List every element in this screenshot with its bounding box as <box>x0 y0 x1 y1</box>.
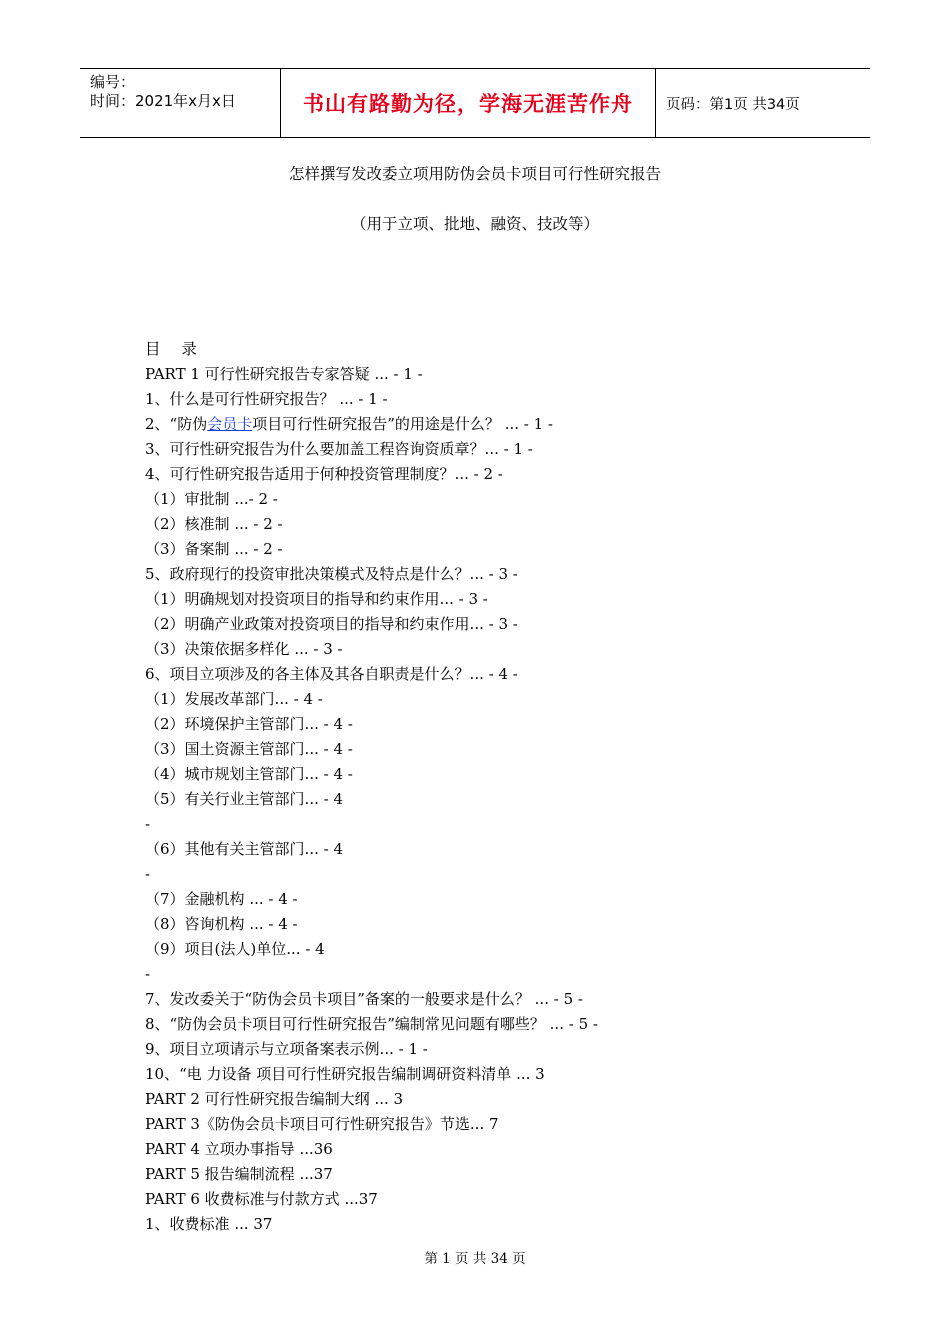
page-header <box>80 68 870 138</box>
toc-entry-page: - 1 - <box>393 1040 428 1058</box>
toc-entry-text: （7）金融机构 <box>145 890 250 908</box>
toc-entry-leader: ... <box>439 590 454 608</box>
toc-entry-page: - 1 - <box>519 415 553 433</box>
toc-entry-text: 10、“电 力设备 项目可行性研究报告编制调研资料清单 <box>145 1065 517 1083</box>
toc-entry-text: （2）环境保护主管部门 <box>145 715 305 733</box>
toc-entry-leader: ... <box>549 1015 564 1033</box>
toc-entry-page: - 5 - <box>563 1015 598 1033</box>
toc-entry-leader: ... <box>286 940 301 958</box>
toc-heading: 目 录 <box>145 340 205 358</box>
toc-entry-leader: ... <box>516 1065 531 1083</box>
toc-entry-page: 3 <box>530 1065 545 1083</box>
toc-entry[interactable] <box>145 487 845 512</box>
toc-entry[interactable] <box>145 612 845 637</box>
toc-entry-page: 3 <box>388 1090 404 1108</box>
toc-entry-page: - 4 <box>300 940 325 958</box>
header-motto-cell <box>280 69 656 137</box>
toc-entry-text: （9）项目(法人)单位 <box>145 940 287 958</box>
toc-entry-text: 9、项目立项请示与立项备案表示例 <box>145 1040 380 1058</box>
toc-entry-page: 37 <box>313 1165 333 1183</box>
toc-entry-leader: ... <box>339 390 354 408</box>
toc-entry-page: 37 <box>358 1190 378 1208</box>
toc-entry[interactable] <box>145 562 845 587</box>
toc-entry[interactable] <box>145 412 845 437</box>
toc-entry-leader: ... <box>249 890 264 908</box>
toc-entry-page: - 2 - <box>248 540 283 558</box>
document-title: 怎样撰写发改委立项用防伪会员卡项目可行性研究报告 <box>288 165 661 183</box>
toc-entry-leader: ... <box>299 1165 314 1183</box>
toc-entry-leader: ... <box>234 490 249 508</box>
toc-entry-text: PART 3《防伪会员卡项目可行性研究报告》节选 <box>145 1115 470 1133</box>
toc-entry-leader: ... <box>454 465 469 483</box>
toc-entry-text: （1）明确规划对投资项目的指导和约束作用 <box>145 590 440 608</box>
toc-entry-text: （8）咨询机构 <box>145 915 250 933</box>
header-left-cell <box>80 69 280 141</box>
toc-entry[interactable] <box>145 662 845 687</box>
toc-entry-text: 2、“防伪 <box>145 415 208 433</box>
toc-entry-text: （1）审批制 <box>145 490 235 508</box>
toc-entry-leader: ... <box>469 665 484 683</box>
toc-entry-leader: ... <box>374 1090 389 1108</box>
toc-entry-page: - 2 - <box>248 490 278 508</box>
toc-entry-page: - 1 - <box>388 365 423 383</box>
toc-entry[interactable] <box>145 537 845 562</box>
toc-entry[interactable] <box>145 837 845 862</box>
toc-entry-page: - 3 - <box>308 640 343 658</box>
toc-entry-leader: ... <box>344 1190 359 1208</box>
toc-entry-page: - 4 <box>318 840 344 858</box>
toc-entry-leader: ... <box>234 515 249 533</box>
toc-entry-text: （5）有关行业主管部门 <box>145 790 305 808</box>
toc-entry-leader: ... <box>304 740 319 758</box>
toc-entry[interactable] <box>145 437 845 462</box>
toc-entry-text: （2）核准制 <box>145 515 235 533</box>
number-label: 编号： <box>90 73 136 91</box>
time-label: 时间：2021年x月x日 <box>90 92 236 110</box>
motto-text: 书山有路勤为径，学海无涯苦作舟 <box>303 92 633 116</box>
toc-entry[interactable] <box>145 1012 845 1037</box>
toc-entry-text: PART 2 可行性研究报告编制大纲 <box>145 1090 375 1108</box>
toc-entry-text: 6、项目立项涉及的各主体及其各自职责是什么？ <box>145 665 470 683</box>
toc-entry-text: （3）国土资源主管部门 <box>145 740 305 758</box>
toc-entry[interactable] <box>145 1162 845 1187</box>
toc-entry-leader: ... <box>469 615 484 633</box>
toc-entry[interactable] <box>145 1087 845 1112</box>
toc-entry-page-wrap: - <box>145 815 151 833</box>
page-info: 页码：第1页 共34页 <box>666 96 800 113</box>
toc-entry-text: 8、“防伪会员卡项目可行性研究报告”编制常见问题有哪些？ <box>145 1015 550 1033</box>
toc-entry[interactable] <box>145 637 845 662</box>
toc-entry-text: （4）城市规划主管部门 <box>145 765 305 783</box>
toc-entry-leader: ... <box>274 690 289 708</box>
toc-entry[interactable] <box>145 712 845 737</box>
toc-entry-page-wrap: - <box>145 865 151 883</box>
toc-entry[interactable] <box>145 512 845 537</box>
toc-entry-page: 7 <box>484 1115 499 1133</box>
toc-entry-text: （3）备案制 <box>145 540 235 558</box>
toc-entry-page: - 4 - <box>263 915 298 933</box>
toc-entry-leader: ... <box>304 790 319 808</box>
toc-entry-page: - 2 - <box>468 465 503 483</box>
toc-entry[interactable] <box>145 937 845 962</box>
toc-entry-text: （6）其他有关主管部门 <box>145 840 305 858</box>
toc-entry[interactable] <box>145 1137 845 1162</box>
page-footer: 第 1 页 共 34 页 <box>424 1251 526 1267</box>
toc-entry-text: 1、什么是可行性研究报告？ <box>145 390 340 408</box>
toc-entry[interactable] <box>145 1187 845 1212</box>
toc-entry-page: - 3 - <box>483 565 518 583</box>
toc-entry-leader: ... <box>234 540 249 558</box>
toc-entry-page: 37 <box>248 1215 273 1233</box>
toc-entry-text: 5、政府现行的投资审批决策模式及特点是什么？ <box>145 565 470 583</box>
toc-entry-text: （3）决策依据多样化 <box>145 640 295 658</box>
toc-entry-leader: ... <box>299 1140 314 1158</box>
toc-entry-link[interactable]: 会员卡 <box>207 415 253 433</box>
toc-entry[interactable] <box>145 687 845 712</box>
toc-entry-leader: ... <box>294 640 309 658</box>
toc-entry-page: - 4 - <box>483 665 518 683</box>
toc-entry-page: - 4 - <box>318 765 353 783</box>
table-of-contents <box>145 337 845 1237</box>
toc-entry-page-wrap: - <box>145 965 151 983</box>
toc-entry-leader: ... <box>504 415 519 433</box>
toc-entry-leader: ... <box>304 765 319 783</box>
toc-entry[interactable] <box>145 587 845 612</box>
toc-entry-leader: ... <box>304 840 319 858</box>
toc-entry-leader: ... <box>469 1115 485 1133</box>
toc-entry-page: - 5 - <box>548 990 583 1008</box>
toc-entry-leader: ... <box>484 440 499 458</box>
toc-entry-page: - 4 - <box>263 890 298 908</box>
header-page-cell <box>656 69 880 137</box>
toc-entry-leader: ... <box>379 1040 394 1058</box>
toc-entry-text: 4、可行性研究报告适用于何种投资管理制度？ <box>145 465 455 483</box>
toc-entry[interactable] <box>145 1037 845 1062</box>
toc-entry-page: - 4 - <box>288 690 323 708</box>
toc-entry[interactable] <box>145 912 845 937</box>
toc-entry-leader: ... <box>249 915 264 933</box>
toc-entry-page: - 1 - <box>353 390 388 408</box>
toc-entry-page: - 4 - <box>318 740 353 758</box>
toc-entry-page: 36 <box>313 1140 333 1158</box>
toc-list <box>145 362 845 1237</box>
toc-entry-page: - 1 - <box>498 440 533 458</box>
toc-entry[interactable] <box>145 887 845 912</box>
toc-entry[interactable] <box>145 1112 845 1137</box>
toc-entry-page: - 3 - <box>483 615 518 633</box>
toc-entry[interactable] <box>145 387 845 412</box>
toc-entry-page: - 4 - <box>318 715 353 733</box>
toc-entry-leader: ... <box>304 715 319 733</box>
toc-entry[interactable] <box>145 1212 845 1237</box>
toc-entry-leader: ... <box>469 565 484 583</box>
toc-entry-text: PART 5 报告编制流程 <box>145 1165 300 1183</box>
toc-entry-text: PART 6 收费标准与付款方式 <box>145 1190 345 1208</box>
toc-entry-text-cont: 项目可行性研究报告”的用途是什么？ <box>252 415 505 433</box>
toc-entry[interactable] <box>145 762 845 787</box>
toc-entry-leader: ... <box>374 365 389 383</box>
toc-entry-text: PART 1 可行性研究报告专家答疑 <box>145 365 375 383</box>
toc-entry-leader: ... <box>534 990 549 1008</box>
toc-entry-page: - 3 - <box>453 590 488 608</box>
toc-entry-text: PART 4 立项办事指导 <box>145 1140 300 1158</box>
toc-entry-leader: ... <box>234 1215 249 1233</box>
toc-entry-text: 1、收费标准 <box>145 1215 235 1233</box>
toc-entry-text: （2）明确产业政策对投资项目的指导和约束作用 <box>145 615 470 633</box>
toc-entry[interactable] <box>145 362 845 387</box>
toc-entry-text: 3、可行性研究报告为什么要加盖工程咨询资质章？ <box>145 440 485 458</box>
toc-entry-page: - 4 <box>318 790 344 808</box>
toc-entry[interactable] <box>145 987 845 1012</box>
toc-entry-text: 7、发改委关于“防伪会员卡项目”备案的一般要求是什么？ <box>145 990 535 1008</box>
toc-entry[interactable] <box>145 787 845 812</box>
toc-entry[interactable] <box>145 1062 845 1087</box>
document-subtitle: （用于立项、批地、融资、技改等） <box>350 215 599 233</box>
toc-entry[interactable] <box>145 462 845 487</box>
toc-entry[interactable] <box>145 737 845 762</box>
toc-entry-text: （1）发展改革部门 <box>145 690 275 708</box>
toc-entry-page: - 2 - <box>248 515 283 533</box>
